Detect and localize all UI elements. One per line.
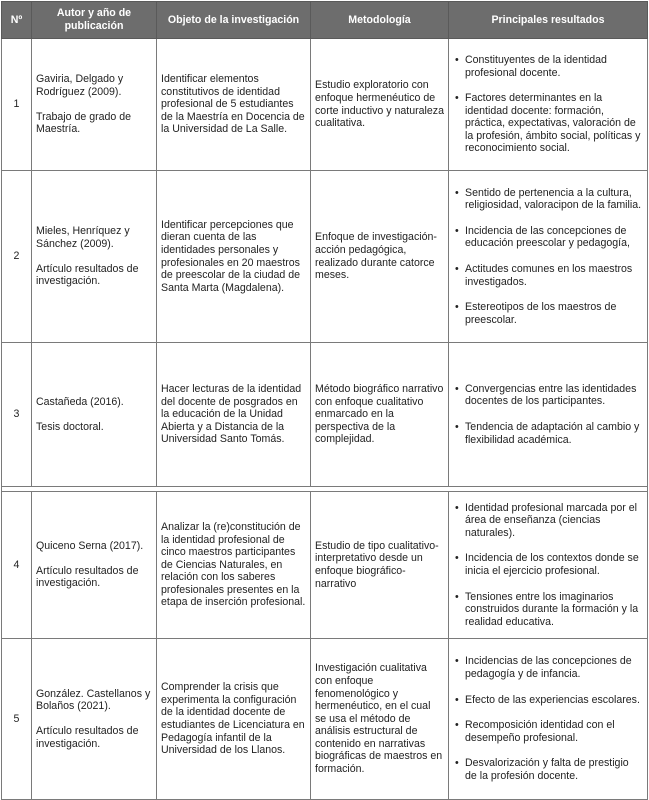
results-cell bbox=[449, 639, 648, 800]
objective-text: Analizar la (re)constitución de la identidad profesional de cinco maestros participantes de Ciencias Naturales, en relación con los saberes profesionales presentes en la etapa de inserción profesional. bbox=[161, 520, 306, 609]
objective-text: Identificar elementos constitutivos de identidad profesional de 5 estudiantes de la Maestría en Docencia de la Universidad de La Salle. bbox=[161, 73, 305, 136]
author-text: Mieles, Henríquez y Sánchez (2009). bbox=[36, 225, 130, 250]
result-item: • Actitudes comunes en los maestros investigados. bbox=[453, 263, 643, 288]
result-item: • Estereotipos de los maestros de preescolar. bbox=[453, 301, 643, 326]
row-number: 5 bbox=[2, 639, 32, 800]
result-item: • Recomposición identidad con el desempeño profesional. bbox=[453, 719, 643, 744]
objective-text: Comprender la crisis que experimenta la configuración de la identidad docente de estudiantes de Licenciatura en Pedagogía infantil de la Universidad de los Llanos. bbox=[161, 681, 305, 757]
objective-text: Identificar percepciones que dieran cuenta de las identidades personales y profesionales en 20 maestros de preescolar de la ciudad de Santa Marta (Magdalena). bbox=[161, 218, 300, 294]
header-method: Metodología bbox=[311, 2, 449, 39]
method-cell bbox=[311, 343, 449, 487]
result-item: • Efecto de las experiencias escolares. bbox=[453, 694, 643, 707]
method-text: Estudio exploratorio con enfoque hermenéutico de corte inductivo y naturaleza cualitativa. bbox=[315, 79, 444, 130]
publication-type: Artículo resultados de investigación. bbox=[36, 564, 139, 590]
author-cell bbox=[32, 492, 157, 639]
results-cell bbox=[449, 492, 648, 639]
method-text: Enfoque de investigación-acción pedagógica, realizado durante catorce meses. bbox=[315, 231, 437, 282]
table-row bbox=[2, 492, 648, 639]
result-item: • Incidencia de las concepciones de educación preescolar y pedagogía, bbox=[453, 225, 643, 250]
objective-text: Hacer lecturas de la identidad del docente de posgrados en la educación de la Unidad Abierta y a Distancia de la Universidad Santo Tomás. bbox=[161, 383, 302, 446]
publication-type: Tesis doctoral. bbox=[36, 420, 104, 433]
header-results: Principales resultados bbox=[449, 2, 648, 39]
author-cell bbox=[32, 39, 157, 171]
table-row bbox=[2, 343, 648, 487]
objective-cell bbox=[157, 39, 311, 171]
result-item: • Convergencias entre las identidades docentes de los participantes. bbox=[453, 383, 643, 408]
header-author: Autor y año de publicación bbox=[32, 2, 157, 39]
header-num: Nº bbox=[2, 2, 32, 39]
publication-type: Artículo resultados de investigación. bbox=[36, 262, 139, 288]
table-row bbox=[2, 39, 648, 171]
author-text: Quiceno Serna (2017). bbox=[36, 540, 144, 553]
result-item: • Identidad profesional marcada por el área de enseñanza (ciencias naturales). bbox=[453, 502, 643, 540]
result-item: • Desvalorización y falta de prestigio de la profesión docente. bbox=[453, 757, 643, 782]
table-row bbox=[2, 639, 648, 800]
objective-cell bbox=[157, 492, 311, 639]
results-list bbox=[453, 655, 643, 782]
table-row bbox=[2, 171, 648, 343]
result-item: • Incidencia de los contextos donde se inicia el ejercicio profesional. bbox=[453, 552, 643, 577]
author-cell bbox=[32, 171, 157, 343]
method-text: Método biográfico narrativo con enfoque cualitativo enmarcado en la perspectiva de la complejidad. bbox=[315, 383, 444, 446]
result-item: • Tendencia de adaptación al cambio y flexibilidad académica. bbox=[453, 421, 643, 446]
method-cell bbox=[311, 639, 449, 800]
method-cell bbox=[311, 39, 449, 171]
method-cell bbox=[311, 171, 449, 343]
objective-cell bbox=[157, 343, 311, 487]
result-item: • Tensiones entre los imaginarios construidos durante la formación y la realidad educativa. bbox=[453, 591, 643, 629]
author-text: Castañeda (2016). bbox=[36, 395, 124, 408]
author-text: Gaviria, Delgado y Rodríguez (2009). bbox=[36, 73, 124, 98]
method-text: Investigación cualitativa con enfoque fenomenológico y hermenéutico, en el cual se usa el método de análisis estructural de contenido en narrativas biográficas de maestros en formación. bbox=[315, 662, 443, 776]
author-text: González. Castellanos y Bolaños (2021). bbox=[36, 687, 151, 713]
results-list bbox=[453, 187, 643, 327]
header-row bbox=[2, 2, 648, 39]
publication-type: Artículo resultados de investigación. bbox=[36, 725, 139, 750]
objective-cell bbox=[157, 639, 311, 800]
results-cell bbox=[449, 171, 648, 343]
row-number: 2 bbox=[2, 171, 32, 343]
row-number: 4 bbox=[2, 492, 32, 639]
author-cell bbox=[32, 639, 157, 800]
result-item: • Constituyentes de la identidad profesional docente. bbox=[453, 54, 643, 79]
results-list bbox=[453, 54, 643, 155]
objective-cell bbox=[157, 171, 311, 343]
row-number: 1 bbox=[2, 39, 32, 171]
publication-type: Trabajo de grado de Maestría. bbox=[36, 110, 132, 136]
results-list bbox=[453, 502, 643, 629]
research-table bbox=[1, 1, 648, 800]
results-list bbox=[453, 383, 643, 446]
results-cell bbox=[449, 343, 648, 487]
row-number: 3 bbox=[2, 343, 32, 487]
results-cell bbox=[449, 39, 648, 171]
result-item: • Incidencias de las concepciones de pedagogía y de infancia. bbox=[453, 655, 643, 680]
result-item: • Factores determinantes en la identidad docente: formación, práctica, expectativas, valoración de la profesión, ámbito social, políticas y reconocimiento social. bbox=[453, 92, 643, 155]
method-text: Estudio de tipo cualitativo-interpretativo desde un enfoque biográfico-narrativo bbox=[315, 539, 439, 590]
header-objective: Objeto de la investigación bbox=[157, 2, 311, 39]
result-item: • Sentido de pertenencia a la cultura, religiosidad, valoracipon de la familia. bbox=[453, 187, 643, 212]
method-cell bbox=[311, 492, 449, 639]
author-cell bbox=[32, 343, 157, 487]
